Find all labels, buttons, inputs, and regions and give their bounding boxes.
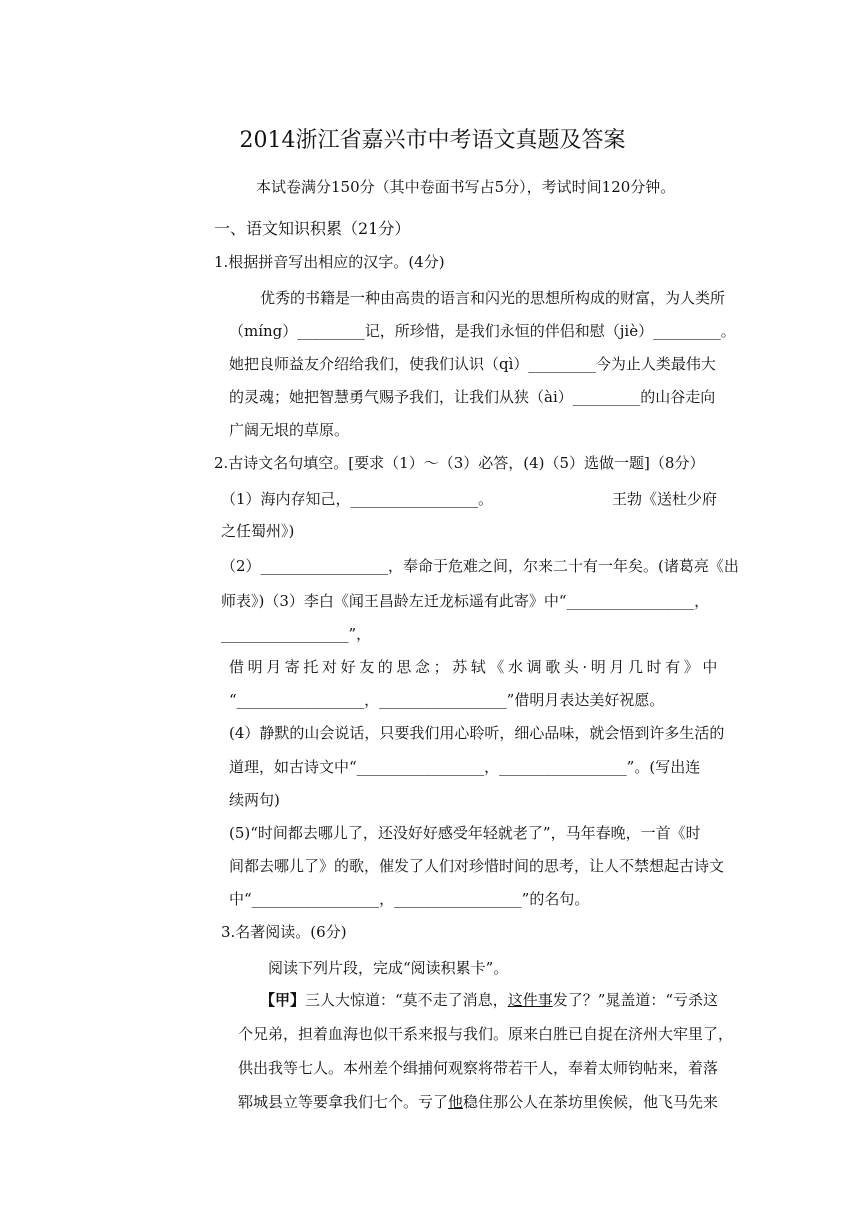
question-2-sub3: “_________________，_________________”借明月表达美好祝愿。	[229, 691, 665, 709]
question-1-prompt: 1.根据拼音写出相应的汉字。(4分)	[214, 253, 445, 271]
passage-text: 稳住那公人在茶坊里俟候，他飞马先来	[463, 1093, 719, 1111]
passage-line: 供出我等七人。本州差个缉捕何观察将带若干人，奉着太师钧帖来，着落	[238, 1059, 719, 1077]
question-2-sub2: _________________”，	[221, 625, 372, 643]
question-2-prompt: 2.古诗文名句填空。[要求（1）～（3）必答，(4)（5）选做一题]（8分）	[214, 454, 705, 472]
passage-line: 个兄弟，担着血海也似干系来报与我们。原来白胜已自捉在济州大牢里了，	[238, 1025, 734, 1043]
question-2-sub3: 借明月寄托对好友的思念；苏轼《水调歌头·明月几时有》中	[229, 658, 721, 676]
passage-text: 发了？”晁盖道：“亏杀这	[552, 991, 719, 1009]
question-1-line: 她把良师益友介绍给我们，使我们认识（qì）_________今为止人类最伟大	[229, 355, 716, 373]
question-1-line: 的灵魂；她把智慧勇气赐予我们，让我们从狭（ài）_________的山谷走向	[229, 388, 716, 406]
question-3-prompt: 3.名著阅读。(6分)	[221, 923, 347, 941]
question-2-sub5: 中“_________________，_________________”的名句。	[229, 890, 590, 908]
intro-text: 本试卷满分150分（其中卷面书写占5分），考试时间120分钟。	[256, 178, 676, 196]
question-2-sub2: （2）_________________，奉命于危难之间，尔来二十有一年矣。(诸葛亮《出	[221, 557, 739, 575]
question-1-line: 优秀的书籍是一种由高贵的语言和闪光的思想所构成的财富，为人类所	[260, 289, 726, 307]
passage-line	[238, 1092, 718, 1112]
passage-jia-label: 【甲】	[260, 991, 306, 1009]
question-1-line: 广阔无垠的草原。	[229, 421, 350, 439]
question-2-sub5: (5)“时间都去哪儿了，还没好好感受年轻就老了”，马年春晚，一首《时	[229, 824, 701, 842]
question-2-sub1-source: 王勃《送杜少府	[612, 490, 718, 508]
question-3-instruction: 阅读下列片段，完成“阅读积累卡”。	[268, 959, 509, 977]
question-2-sub4: 道理，如古诗文中“_________________，_________________”。(写出连	[229, 758, 701, 776]
underlined-phrase: 这件事	[507, 991, 553, 1009]
question-2-sub4: 续两句)	[229, 791, 280, 809]
question-2-sub1-source: 之任蜀州》)	[221, 522, 295, 540]
underlined-word: 他	[448, 1093, 464, 1111]
section-heading: 一、语文知识积累（21分）	[214, 219, 411, 238]
question-2-sub4: (4）静默的山会说话，只要我们用心聆听，细心品味，就会悟到许多生活的	[229, 724, 725, 742]
passage-jia-line	[260, 990, 718, 1010]
passage-text: 三人大惊道：“莫不走了消息，	[305, 991, 508, 1009]
question-2-sub5: 间都去哪儿了》的歌，催发了人们对珍惜时间的思考，让人不禁想起古诗文	[229, 857, 725, 875]
question-2-sub1: （1）海内存知己，_________________。	[221, 490, 494, 508]
question-1-line: （míng）_________记，所珍惜，是我们永恒的伴侣和慰（jiè）_________。	[229, 322, 736, 340]
question-2-sub2: 师表》)（3）李白《闻王昌龄左迁龙标遥有此寄》中“_________________，	[221, 592, 710, 610]
passage-text: 郓城县立等要拿我们七个。亏了	[238, 1093, 449, 1111]
page-title: 2014浙江省嘉兴市中考语文真题及答案	[239, 128, 626, 153]
